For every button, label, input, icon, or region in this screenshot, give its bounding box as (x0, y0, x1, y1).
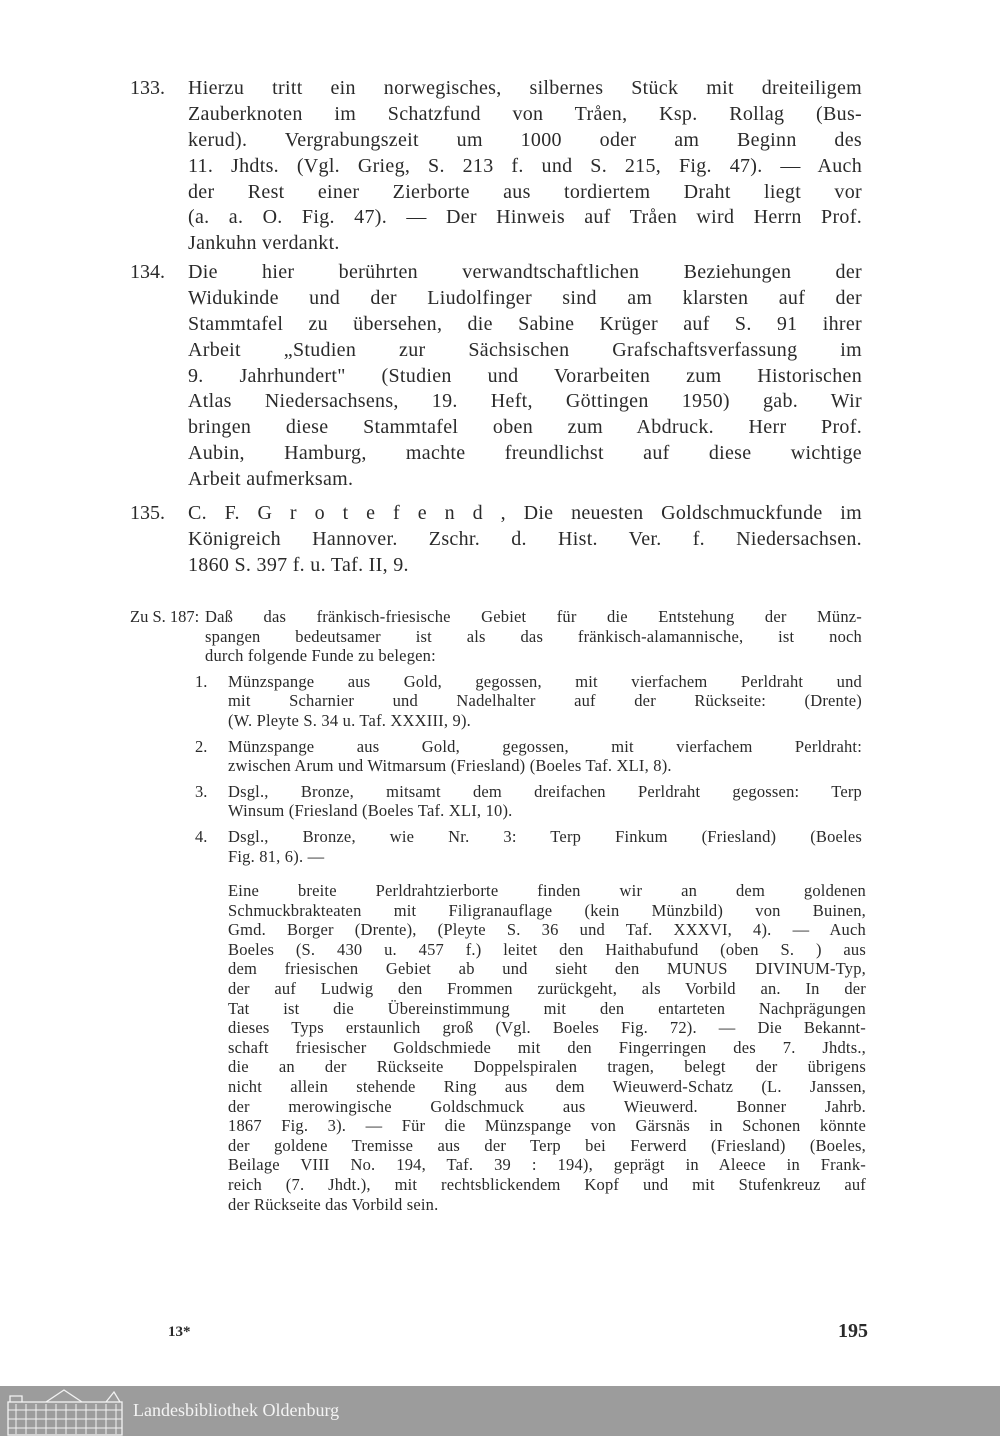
signature-mark: 13* (168, 1324, 191, 1340)
text-line: zwischen Arum und Witmarsum (Friesland) (Boeles Taf. XLI, 8). (228, 756, 672, 776)
text-line: Dsgl., Bronze, mitsamt dem dreifachen Perldraht gegossen: Terp (228, 781, 862, 801)
text-line: Beilage VIII No. 194, Taf. 39 : 194), geprägt in Aleece in Frank- (228, 1155, 866, 1175)
list-item (195, 672, 862, 731)
text-line: spangen bedeutsamer ist als das fränkisch-alamannische, ist noch (205, 626, 862, 646)
footnote (130, 76, 862, 257)
list-item-number: 4. (195, 826, 208, 846)
list-item-number: 2. (195, 736, 208, 756)
text-line: Zauberknoten im Schatzfund von Tråen, Ksp. Rollag (Bus- (188, 102, 862, 125)
text-line: bringen diese Stammtafel oben zum Abdruck. Herr Prof. (188, 416, 862, 439)
text-line: 9. Jahrhundert" (Studien und Vorarbeiten zum Historischen (188, 364, 862, 387)
text-line: Arbeit aufmerksam. (188, 468, 354, 491)
text-line: Königreich Hannover. Zschr. d. Hist. Ver. f. Niedersachsen. (188, 527, 862, 550)
text-line: Eine breite Perldrahtzierborte finden wir an dem goldenen (228, 881, 866, 900)
list-item-number: 3. (195, 781, 208, 801)
text-line: der Rest einer Zierborte aus tordiertem Draht liegt vor (188, 180, 862, 203)
text-line: Münzspange aus Gold, gegossen, mit vierfachem Perldraht: (228, 736, 862, 756)
library-name: Landesbibliothek Oldenburg (133, 1400, 340, 1420)
list-item (195, 737, 862, 776)
text-line: Gmd. Borger (Drente), (Pleyte S. 36 und Taf. XXXVI, 4). — Auch (228, 920, 866, 940)
text-line: der Rückseite das Vorbild sein. (228, 1194, 439, 1214)
footnote (130, 501, 862, 579)
text-line: dieses Typs erstaunlich groß (Vgl. Boeles Fig. 72). — Die Bekannt- (228, 1018, 866, 1038)
text-line: durch folgende Funde zu belegen: (205, 646, 436, 666)
text-line: Fig. 81, 6). — (228, 846, 325, 866)
text-line: 11. Jhdts. (Vgl. Grieg, S. 213 f. und S. 215, Fig. 47). — Auch (188, 154, 862, 177)
text-line: 1867 Fig. 3). — Für die Münzspange von Gärsnäs in Schonen könnte (228, 1116, 866, 1136)
text-line: Die hier berührten verwandtschaftlichen Beziehungen der (188, 261, 862, 283)
text-line: die an der Rückseite Doppelspiralen tragen, belegt der übrigens (228, 1057, 866, 1077)
addendum (130, 607, 862, 866)
text-line: Aubin, Hamburg, machte freundlichst auf diese wichtige (188, 442, 862, 465)
library-building-icon (6, 1388, 124, 1436)
text-line: C. F. G r o t e f e n d , Die neuesten Goldschmuckfunde im (188, 502, 862, 524)
text-line: Stammtafel zu übersehen, die Sabine Krüger auf S. 91 ihrer (188, 312, 862, 335)
text-line: 1860 S. 397 f. u. Taf. II, 9. (188, 553, 409, 576)
list-item (195, 782, 862, 821)
text-line: Dsgl., Bronze, wie Nr. 3: Terp Finkum (Friesland) (Boeles (228, 826, 862, 846)
text-line: der goldene Tremisse aus der Terp bei Ferwerd (Friesland) (Boeles, (228, 1135, 866, 1155)
footnote (130, 260, 862, 493)
footnote-number: 135. (130, 502, 165, 524)
text-line: Schmuckbrakteaten mit Filigranauflage (kein Münzbild) von Buinen, (228, 900, 866, 920)
list-item-number: 1. (195, 671, 208, 691)
page-number: 195 (838, 1320, 868, 1342)
text-line: Arbeit „Studien zur Sächsischen Grafschaftsverfassung im (188, 338, 862, 361)
text-line: reich (7. Jhdt.), mit rechtsblickendem Kopf und mit Stufenkreuz auf (228, 1174, 866, 1194)
text-line: schaft friesischer Goldschmiede mit den Fingerringen des 7. Jhdts., (228, 1037, 866, 1057)
addendum-paragraph (228, 881, 866, 1214)
text-line: Münzspange aus Gold, gegossen, mit vierfachem Perldraht und (228, 671, 862, 691)
addendum-lead: Zu S. 187: (130, 607, 200, 626)
list-item (195, 827, 862, 866)
text-line: Daß das fränkisch-friesische Gebiet für die Entstehung der Münz- (205, 607, 862, 626)
text-line: Boeles (S. 430 u. 457 f.) leitet den Haithabufund (oben S. ) aus (228, 939, 866, 959)
text-line: der auf Ludwig den Frommen zurückgeht, als Vorbild an. In der (228, 978, 866, 998)
text-line: Tat ist die Übereinstimmung mit den entarteten Nachprägungen (228, 998, 866, 1018)
text-line: Jankuhn verdankt. (188, 232, 340, 255)
footnote-number: 134. (130, 261, 165, 283)
text-line: Winsum (Friesland (Boeles Taf. XLI, 10). (228, 801, 513, 821)
text-line: dem friesischen Gebiet ab und sieht den MUNUS DIVINUM-Typ, (228, 959, 866, 979)
text-line: (W. Pleyte S. 34 u. Taf. XXXIII, 9). (228, 710, 471, 730)
text-line: nicht allein stehende Ring aus dem Wieuwerd-Schatz (L. Janssen, (228, 1076, 866, 1096)
text-line: Atlas Niedersachsens, 19. Heft, Göttingen 1950) gab. Wir (188, 390, 862, 413)
text-line: (a. a. O. Fig. 47). — Der Hinweis auf Tråen wird Herrn Prof. (188, 206, 862, 229)
text-line: der merowingische Goldschmuck aus Wieuwerd. Bonner Jahrb. (228, 1096, 866, 1116)
text-line: kerud). Vergrabungszeit um 1000 oder am Beginn des (188, 128, 862, 151)
text-line: Hierzu tritt ein norwegisches, silbernes Stück mit dreiteiligem (188, 77, 862, 99)
text-line: Widukinde und der Liudolfinger sind am klarsten auf der (188, 286, 862, 309)
text-line: mit Scharnier und Nadelhalter auf der Rückseite: (Drente) (228, 691, 862, 711)
footnote-number: 133. (130, 77, 165, 99)
library-banner (0, 1386, 1000, 1436)
